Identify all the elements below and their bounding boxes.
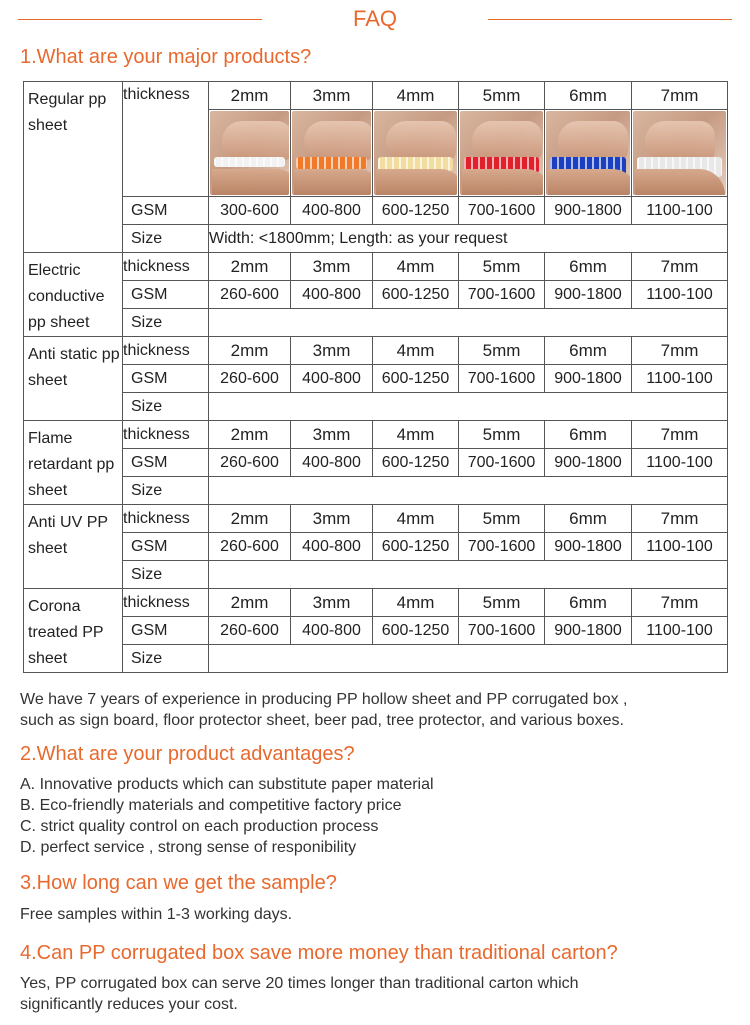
- thickness-cell: 5mm: [459, 82, 545, 110]
- gsm-cell: 900-1800: [545, 365, 632, 393]
- thickness-label: thickness: [123, 337, 209, 365]
- gsm-cell: 260-600: [209, 281, 291, 309]
- divider-right: [488, 19, 732, 20]
- question-2: 2.What are your product advantages?: [20, 743, 355, 765]
- size-label: Size: [123, 561, 209, 589]
- thickness-cell: 3mm: [291, 505, 373, 533]
- product-name-cell: Anti UV PP sheet: [24, 505, 123, 589]
- thickness-cell: 7mm: [632, 421, 728, 449]
- gsm-label: GSM: [123, 365, 209, 393]
- product-name-cell: Corona treated PP sheet: [24, 589, 123, 673]
- size-cell: Width: <1800mm; Length: as your request: [209, 225, 728, 253]
- advantage-item: A. Innovative products which can substitute paper material: [20, 776, 434, 793]
- thickness-cell: 4mm: [373, 589, 459, 617]
- thickness-cell: 2mm: [209, 337, 291, 365]
- gsm-label: GSM: [123, 617, 209, 645]
- size-label: Size: [123, 309, 209, 337]
- gsm-cell: 400-800: [291, 365, 373, 393]
- product-spec-table: [23, 81, 728, 673]
- sample-photo-cell: [209, 110, 291, 197]
- size-cell: [209, 393, 728, 421]
- question-3: 3.How long can we get the sample?: [20, 872, 337, 894]
- gsm-cell: 700-1600: [459, 617, 545, 645]
- gsm-cell: 1100-100: [632, 533, 728, 561]
- gsm-cell: 1100-100: [632, 365, 728, 393]
- advantage-item: C. strict quality control on each production process: [20, 818, 379, 835]
- gsm-cell: 700-1600: [459, 281, 545, 309]
- answer-1-line: We have 7 years of experience in producing PP hollow sheet and PP corrugated box ,: [20, 691, 628, 708]
- thickness-cell: 2mm: [209, 421, 291, 449]
- product-name-cell: Regular pp sheet: [24, 82, 123, 253]
- sample-photo: [546, 111, 630, 195]
- thickness-cell: 4mm: [373, 82, 459, 110]
- gsm-cell: 700-1600: [459, 449, 545, 477]
- size-label: Size: [123, 477, 209, 505]
- gsm-cell: 900-1800: [545, 617, 632, 645]
- thickness-cell: 6mm: [545, 253, 632, 281]
- gsm-label: GSM: [123, 533, 209, 561]
- product-name-cell: Electric conductive pp sheet: [24, 253, 123, 337]
- gsm-cell: 900-1800: [545, 533, 632, 561]
- thickness-cell: 4mm: [373, 337, 459, 365]
- gsm-cell: 260-600: [209, 449, 291, 477]
- sample-photo: [633, 111, 726, 195]
- thickness-label: thickness: [123, 253, 209, 281]
- thickness-cell: 5mm: [459, 337, 545, 365]
- thickness-cell: 5mm: [459, 253, 545, 281]
- faq-header: [0, 0, 750, 40]
- thickness-label: thickness: [123, 505, 209, 533]
- gsm-cell: 260-600: [209, 617, 291, 645]
- gsm-cell: 900-1800: [545, 281, 632, 309]
- thickness-cell: 3mm: [291, 589, 373, 617]
- gsm-cell: 600-1250: [373, 365, 459, 393]
- gsm-cell: 400-800: [291, 617, 373, 645]
- thickness-cell: 7mm: [632, 253, 728, 281]
- thickness-cell: 7mm: [632, 82, 728, 110]
- thickness-label: thickness: [123, 82, 209, 197]
- advantage-item: B. Eco-friendly materials and competitive factory price: [20, 797, 402, 814]
- thickness-cell: 2mm: [209, 589, 291, 617]
- answer-1-line: such as sign board, floor protector sheet, beer pad, tree protector, and various boxes.: [20, 712, 624, 729]
- product-name-cell: Flame retardant pp sheet: [24, 421, 123, 505]
- thickness-cell: 6mm: [545, 421, 632, 449]
- thickness-cell: 2mm: [209, 505, 291, 533]
- thickness-label: thickness: [123, 421, 209, 449]
- sample-photo: [460, 111, 543, 195]
- sample-photo: [374, 111, 457, 195]
- gsm-label: GSM: [123, 449, 209, 477]
- size-cell: [209, 561, 728, 589]
- size-label: Size: [123, 225, 209, 253]
- gsm-cell: 400-800: [291, 449, 373, 477]
- gsm-cell: 700-1600: [459, 197, 545, 225]
- thickness-cell: 2mm: [209, 253, 291, 281]
- gsm-cell: 700-1600: [459, 533, 545, 561]
- advantage-item: D. perfect service , strong sense of responibility: [20, 839, 357, 856]
- sample-photo: [210, 111, 289, 195]
- thickness-cell: 5mm: [459, 589, 545, 617]
- thickness-cell: 7mm: [632, 589, 728, 617]
- sample-photo-cell: [459, 110, 545, 197]
- gsm-cell: 1100-100: [632, 197, 728, 225]
- gsm-cell: 600-1250: [373, 617, 459, 645]
- answer-4-line: Yes, PP corrugated box can serve 20 times longer than traditional carton which: [20, 975, 579, 992]
- thickness-cell: 6mm: [545, 505, 632, 533]
- thickness-cell: 4mm: [373, 253, 459, 281]
- gsm-cell: 400-800: [291, 197, 373, 225]
- thickness-cell: 4mm: [373, 421, 459, 449]
- thickness-label: thickness: [123, 589, 209, 617]
- gsm-cell: 600-1250: [373, 197, 459, 225]
- sample-photo: [292, 111, 371, 195]
- gsm-cell: 1100-100: [632, 449, 728, 477]
- thickness-cell: 7mm: [632, 505, 728, 533]
- size-cell: [209, 477, 728, 505]
- size-cell: [209, 309, 728, 337]
- gsm-cell: 700-1600: [459, 365, 545, 393]
- answer-4: [20, 973, 579, 1015]
- thickness-cell: 6mm: [545, 337, 632, 365]
- faq-title: FAQ: [352, 6, 397, 31]
- thickness-cell: 6mm: [545, 82, 632, 110]
- gsm-label: GSM: [123, 281, 209, 309]
- gsm-cell: 600-1250: [373, 533, 459, 561]
- gsm-cell: 600-1250: [373, 281, 459, 309]
- answer-3: Free samples within 1-3 working days.: [20, 906, 293, 923]
- gsm-cell: 260-600: [209, 533, 291, 561]
- size-label: Size: [123, 393, 209, 421]
- gsm-cell: 260-600: [209, 365, 291, 393]
- thickness-cell: 4mm: [373, 505, 459, 533]
- gsm-cell: 600-1250: [373, 449, 459, 477]
- gsm-cell: 400-800: [291, 533, 373, 561]
- sample-photo-cell: [373, 110, 459, 197]
- sample-photo-cell: [632, 110, 728, 197]
- answer-4-line: significantly reduces your cost.: [20, 996, 238, 1013]
- sample-photo-cell: [291, 110, 373, 197]
- product-name-cell: Anti static pp sheet: [24, 337, 123, 421]
- thickness-cell: 6mm: [545, 589, 632, 617]
- thickness-cell: 3mm: [291, 82, 373, 110]
- gsm-cell: 400-800: [291, 281, 373, 309]
- question-1: 1.What are your major products?: [20, 46, 312, 68]
- sample-photo-cell: [545, 110, 632, 197]
- size-cell: [209, 645, 728, 673]
- thickness-cell: 5mm: [459, 421, 545, 449]
- thickness-cell: 2mm: [209, 82, 291, 110]
- gsm-cell: 900-1800: [545, 197, 632, 225]
- gsm-cell: 300-600: [209, 197, 291, 225]
- thickness-cell: 5mm: [459, 505, 545, 533]
- answer-2: [20, 774, 434, 858]
- gsm-cell: 900-1800: [545, 449, 632, 477]
- thickness-cell: 3mm: [291, 253, 373, 281]
- gsm-label: GSM: [123, 197, 209, 225]
- thickness-cell: 3mm: [291, 337, 373, 365]
- size-label: Size: [123, 645, 209, 673]
- question-4: 4.Can PP corrugated box save more money than traditional carton?: [20, 942, 618, 964]
- gsm-cell: 1100-100: [632, 281, 728, 309]
- gsm-cell: 1100-100: [632, 617, 728, 645]
- thickness-cell: 7mm: [632, 337, 728, 365]
- answer-1: [20, 689, 628, 731]
- thickness-cell: 3mm: [291, 421, 373, 449]
